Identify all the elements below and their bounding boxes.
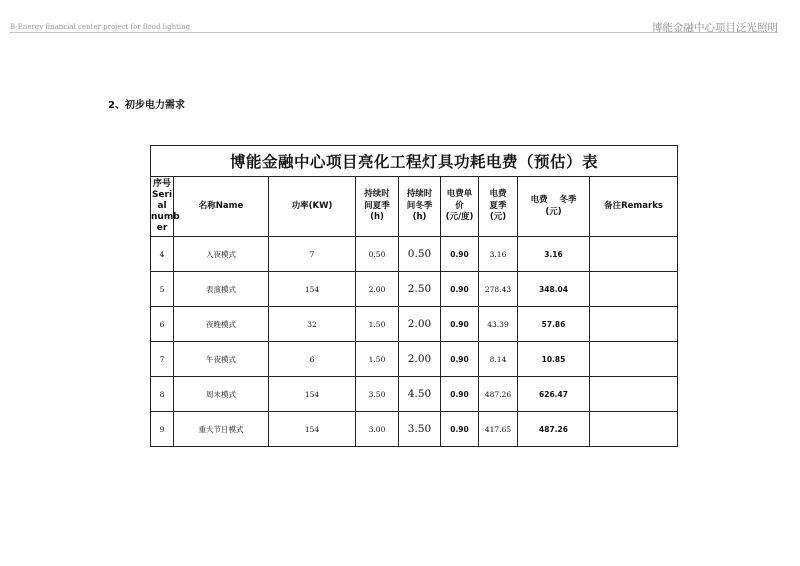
- header-divider: [10, 32, 778, 33]
- header-power: 功率(KW): [269, 177, 356, 237]
- cell-no: 7: [151, 342, 174, 377]
- table-header-row: [151, 177, 678, 237]
- cell-name: 午夜模式: [174, 342, 269, 377]
- cell-summer-hours: 3.00: [356, 412, 399, 447]
- cell-unit-price: 0.90: [441, 237, 479, 272]
- header-remarks: 备注Remarks: [590, 177, 678, 237]
- cell-no: 4: [151, 237, 174, 272]
- power-fee-table: [150, 145, 678, 447]
- cell-power: 154: [269, 377, 356, 412]
- cell-winter-fee: 10.85: [518, 342, 590, 377]
- cell-power: 154: [269, 412, 356, 447]
- cell-power: 32: [269, 307, 356, 342]
- cell-name: 表演模式: [174, 272, 269, 307]
- cell-unit-price: 0.90: [441, 412, 479, 447]
- cell-remarks: [590, 412, 678, 447]
- table-row: [151, 342, 678, 377]
- cell-unit-price: 0.90: [441, 307, 479, 342]
- table-row: [151, 412, 678, 447]
- table-row: [151, 307, 678, 342]
- cell-summer-fee: 417.65: [479, 412, 518, 447]
- cell-summer-hours: 2.00: [356, 272, 399, 307]
- header-project-title: 博能金融中心项目泛光照明: [652, 22, 778, 34]
- cell-winter-hours: 0.50: [399, 237, 441, 272]
- cell-winter-fee: 626.47: [518, 377, 590, 412]
- cell-summer-fee: 487.26: [479, 377, 518, 412]
- cell-remarks: [590, 377, 678, 412]
- cell-remarks: [590, 272, 678, 307]
- header-unit-price: 电费单 价 (元/度): [441, 177, 479, 237]
- cell-winter-fee: 3.16: [518, 237, 590, 272]
- cell-winter-hours: 2.00: [399, 342, 441, 377]
- cell-remarks: [590, 307, 678, 342]
- table-title: 博能金融中心项目亮化工程灯具功耗电费（预估）表: [151, 146, 678, 177]
- cell-unit-price: 0.90: [441, 342, 479, 377]
- cell-no: 9: [151, 412, 174, 447]
- header-summer-fee: 电费 夏季 (元): [479, 177, 518, 237]
- cell-power: 154: [269, 272, 356, 307]
- cell-unit-price: 0.90: [441, 377, 479, 412]
- cell-summer-hours: 0.50: [356, 237, 399, 272]
- table-row: [151, 272, 678, 307]
- header-project-name: B-Energy financial center project for flood lighting: [10, 23, 191, 31]
- section-title: 2、初步电力需求: [108, 100, 185, 111]
- header-winter-fee: 电费 冬季 (元): [518, 177, 590, 237]
- table-row: [151, 377, 678, 412]
- header-summer-hours: 持续时 间夏季 (h): [356, 177, 399, 237]
- cell-winter-hours: 2.00: [399, 307, 441, 342]
- cell-name: 周末模式: [174, 377, 269, 412]
- header-serial: 序号 Seri al numb er: [151, 177, 174, 237]
- cell-summer-fee: 8.14: [479, 342, 518, 377]
- cell-name: 入夜模式: [174, 237, 269, 272]
- cell-summer-fee: 278.43: [479, 272, 518, 307]
- table-row: [151, 237, 678, 272]
- cell-winter-fee: 487.26: [518, 412, 590, 447]
- header-name: 名称Name: [174, 177, 269, 237]
- cell-winter-hours: 2.50: [399, 272, 441, 307]
- cell-remarks: [590, 342, 678, 377]
- cell-winter-fee: 348.04: [518, 272, 590, 307]
- cell-winter-hours: 3.50: [399, 412, 441, 447]
- cell-winter-hours: 4.50: [399, 377, 441, 412]
- cell-unit-price: 0.90: [441, 272, 479, 307]
- cell-no: 5: [151, 272, 174, 307]
- cell-power: 7: [269, 237, 356, 272]
- cell-no: 6: [151, 307, 174, 342]
- cell-name: 夜晚模式: [174, 307, 269, 342]
- cell-name: 重大节日模式: [174, 412, 269, 447]
- cell-winter-fee: 57.86: [518, 307, 590, 342]
- cell-summer-hours: 1.50: [356, 307, 399, 342]
- header-winter-hours: 持续时 间冬季 (h): [399, 177, 441, 237]
- cell-summer-fee: 43.39: [479, 307, 518, 342]
- cell-power: 6: [269, 342, 356, 377]
- cell-summer-hours: 1.50: [356, 342, 399, 377]
- cell-no: 8: [151, 377, 174, 412]
- cell-remarks: [590, 237, 678, 272]
- cell-summer-hours: 3.50: [356, 377, 399, 412]
- cell-summer-fee: 3.16: [479, 237, 518, 272]
